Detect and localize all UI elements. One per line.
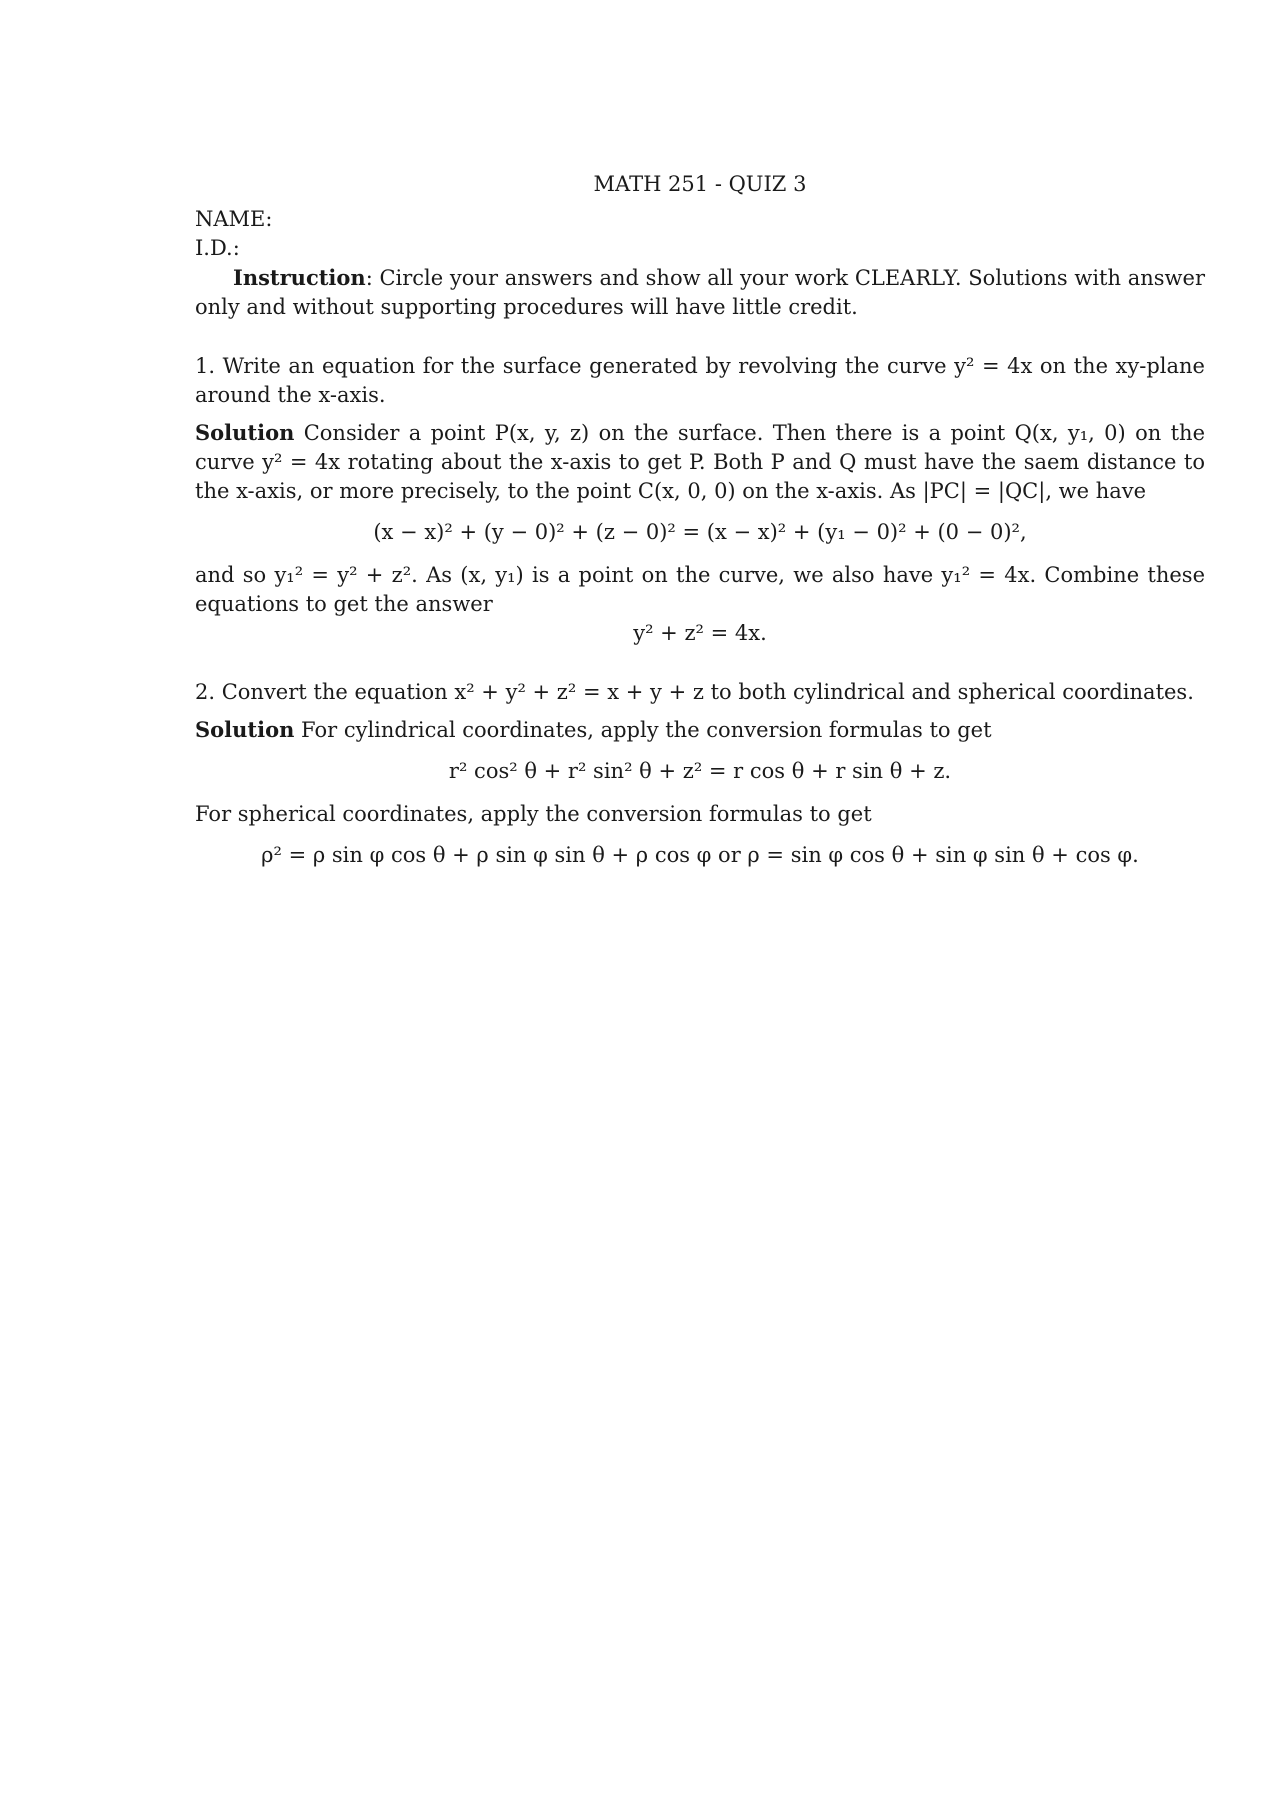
page-title: MATH 251 - QUIZ 3 [593,172,807,196]
document-page [195,170,1205,884]
solution-text: For cylindrical coordinates, apply the conversion formulas to get [294,718,992,742]
name-label: NAME: [195,207,273,231]
instruction-text: : Circle your answers and show all your work CLEARLY. Solutions with answer only and without supporting procedures will have little credit. [195,266,1205,319]
question-2-solution-part-2: For spherical coordinates, apply the conversion formulas to get [195,802,872,826]
equation-distance: (x − x)² + (y − 0)² + (z − 0)² = (x − x)² + (y₁ − 0)² + (0 − 0)², [373,520,1027,544]
question-2-solution-part-1 [195,715,1205,745]
instruction-paragraph [195,263,1205,322]
question-1-answer: y² + z² = 4x. [633,621,767,645]
solution-text: Consider a point P(x, y, z) on the surface. Then there is a point Q(x, y₁, 0) on the curve y² = 4x rotating about the x-axis to get P. Both P and Q must have the saem distance to the x-axis, or more precisely, to the point C(x, 0, 0) on the x-axis. As |PC| = |QC|, we have [195,421,1205,503]
equation-cylindrical: r² cos² θ + r² sin² θ + z² = r cos θ + r sin θ + z. [448,759,952,783]
question-1-prompt: 1. Write an equation for the surface generated by revolving the curve y² = 4x on the xy-plane around the x-axis. [195,354,1205,407]
question-1-solution-part-1 [195,418,1205,506]
solution-label: Solution [195,717,295,742]
equation-spherical: ρ² = ρ sin φ cos θ + ρ sin φ sin θ + ρ cos φ or ρ = sin φ cos θ + sin φ sin θ + cos φ. [261,843,1139,867]
solution-label: Solution [195,420,295,445]
question-1-solution-part-2: and so y₁² = y² + z². As (x, y₁) is a point on the curve, we also have y₁² = 4x. Combine these equations to get the answer [195,563,1205,616]
instruction-label: Instruction [233,265,366,290]
question-2-prompt: 2. Convert the equation x² + y² + z² = x + y + z to both cylindrical and spherical coordinates. [195,680,1194,704]
id-label: I.D.: [195,236,240,260]
